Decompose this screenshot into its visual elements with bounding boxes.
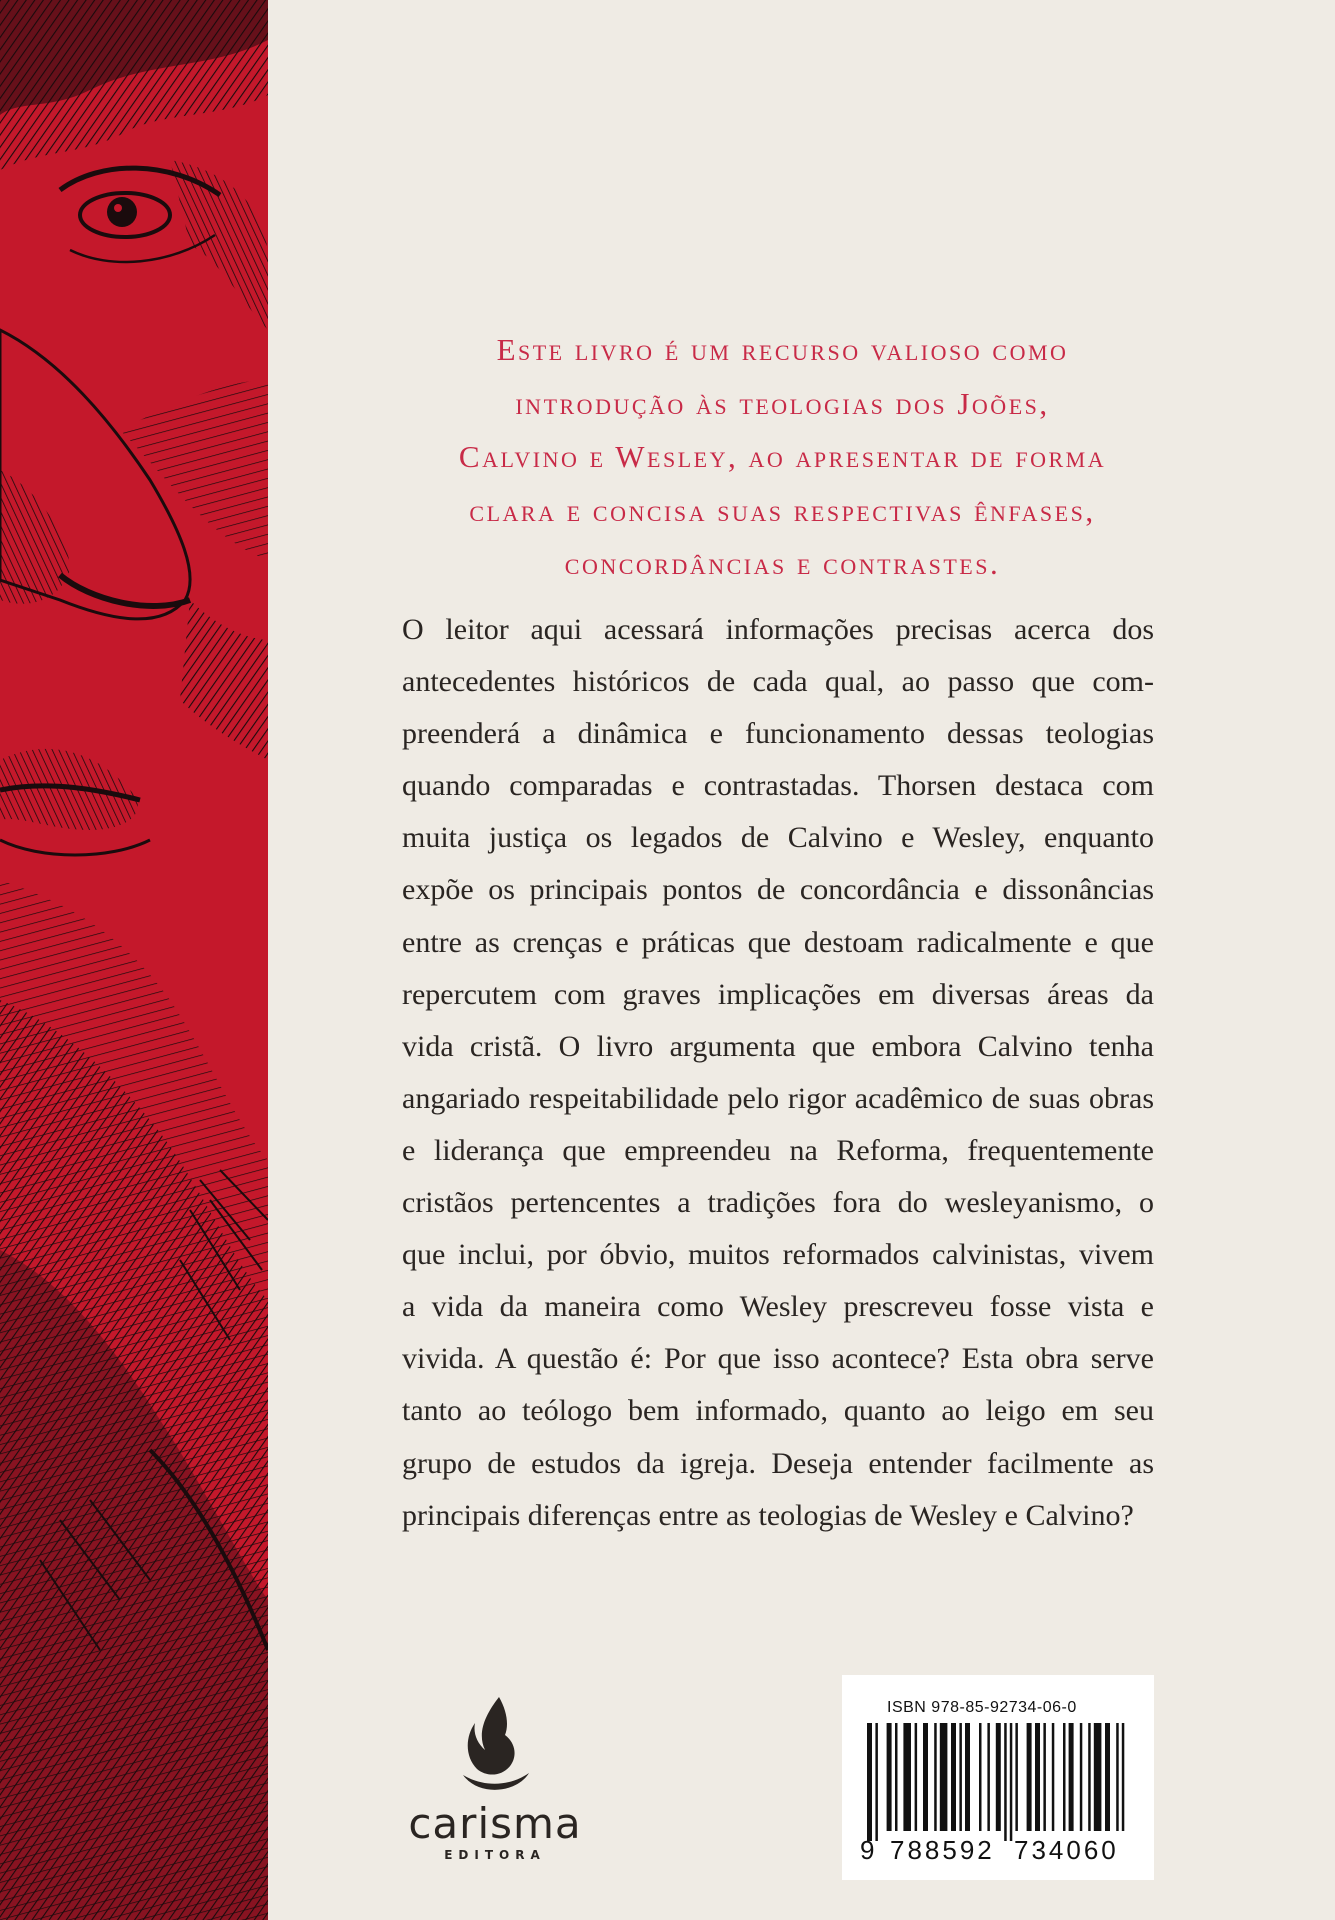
barcode-bar <box>1004 1723 1007 1841</box>
barcode-digit-first: 9 <box>860 1835 875 1865</box>
text-line: angariado respeitabilidade pelo rigor acadêmico de suas obras <box>402 1081 1154 1115</box>
barcode-bar <box>887 1723 892 1831</box>
text-line: muita justiça os legados de Calvino e Wesley, enquanto <box>402 821 1154 855</box>
text-line: antecedentes históricos de cada qual, ao passo que com- <box>402 665 1154 699</box>
barcode-digit-group-1: 788592 <box>890 1835 995 1865</box>
barcode-bar <box>1015 1723 1018 1831</box>
barcode-bar <box>1105 1723 1110 1831</box>
text-line: O leitor aqui acessará informações precisas acerca dos <box>402 613 1154 646</box>
text-line: entre as crenças e práticas que destoam radicalmente e que <box>402 925 1154 959</box>
barcode-bar <box>1094 1723 1102 1831</box>
barcode-bar <box>1035 1723 1040 1831</box>
barcode-bar <box>875 1723 878 1841</box>
barcode-bar <box>903 1723 911 1831</box>
text-line: cristãos pertencentes a tradições fora do wesleyanismo, o <box>402 1186 1154 1220</box>
barcode-bar <box>923 1723 928 1831</box>
barcode-bar <box>979 1723 982 1831</box>
barcode <box>842 1675 1154 1880</box>
barcode-bar <box>1116 1723 1119 1831</box>
barcode-digit-group-2: 734060 <box>1014 1835 1119 1865</box>
barcode-bar <box>1122 1723 1125 1831</box>
blurb-line: Calvino e Wesley, ao apresentar de forma <box>458 439 1107 474</box>
barcode-bar <box>1043 1723 1046 1831</box>
text-line: vivida. A questão é: Por que isso acontece? Esta obra serve <box>402 1342 1154 1376</box>
blurb-line: introdução às teologias dos Joões, <box>515 385 1050 421</box>
barcode-bar <box>895 1723 898 1831</box>
flame-ship-icon <box>455 1695 535 1800</box>
publisher-logo <box>400 1695 590 1870</box>
blurb <box>380 323 1185 591</box>
barcode-bar <box>1052 1723 1055 1831</box>
barcode-bar <box>987 1723 990 1831</box>
text-line: expõe os principais pontos de concordância e dissonâncias <box>402 873 1154 907</box>
engraving-illustration <box>0 0 268 1920</box>
barcode-bar <box>915 1723 918 1831</box>
blurb-line: Este livro é um recurso valioso como <box>496 332 1069 367</box>
barcode-bars <box>867 1723 1129 1841</box>
blurb-line: clara e concisa suas respectivas ênfases, <box>469 492 1096 528</box>
portrait-engraving <box>0 0 268 1920</box>
barcode-bar <box>996 1723 1001 1831</box>
text-line: e liderança que empreendeu na Reforma, frequentemente <box>402 1133 1154 1167</box>
publisher-subtitle: EDITORA <box>444 1848 546 1862</box>
text-line: quando comparadas e contrastadas. Thorsen destaca com <box>402 769 1154 803</box>
barcode-bar <box>1010 1723 1013 1841</box>
blurb-line: concordâncias e contrastes. <box>564 546 1001 581</box>
barcode-bar <box>1027 1723 1032 1831</box>
isbn-label: ISBN 978-85-92734-06-0 <box>887 1699 1077 1716</box>
text-line: vida cristã. O livro argumenta que embora Calvino tenha <box>402 1029 1154 1063</box>
barcode-bar <box>959 1723 962 1831</box>
text-line: repercutem com graves implicações em diversas áreas da <box>402 977 1154 1011</box>
text-line: a vida da maneira como Wesley prescreveu fosse vista e <box>402 1290 1154 1324</box>
text-line: tanto ao teólogo bem informado, quanto ao leigo em seu <box>402 1394 1154 1428</box>
text-line: grupo de estudos da igreja. Deseja entender facilmente as <box>402 1446 1154 1480</box>
barcode-bar <box>951 1723 956 1831</box>
text-line: que inclui, por óbvio, muitos reformados calvinistas, vivem <box>402 1238 1154 1272</box>
barcode-bar <box>1088 1723 1091 1831</box>
barcode-bar <box>934 1723 937 1831</box>
barcode-bar <box>867 1723 872 1841</box>
text-line: principais diferenças entre as teologias de Wesley e Calvino? <box>402 1498 1134 1532</box>
barcode-bar <box>1063 1723 1066 1831</box>
publisher-name: carisma <box>408 1799 582 1848</box>
barcode-bar <box>940 1723 948 1831</box>
barcode-bar <box>1069 1723 1074 1831</box>
barcode-bar <box>965 1723 970 1831</box>
text-line: preenderá a dinâmica e funcionamento dessas teologias <box>402 717 1154 751</box>
barcode-bar <box>1080 1723 1083 1831</box>
description-text <box>402 604 1154 1542</box>
